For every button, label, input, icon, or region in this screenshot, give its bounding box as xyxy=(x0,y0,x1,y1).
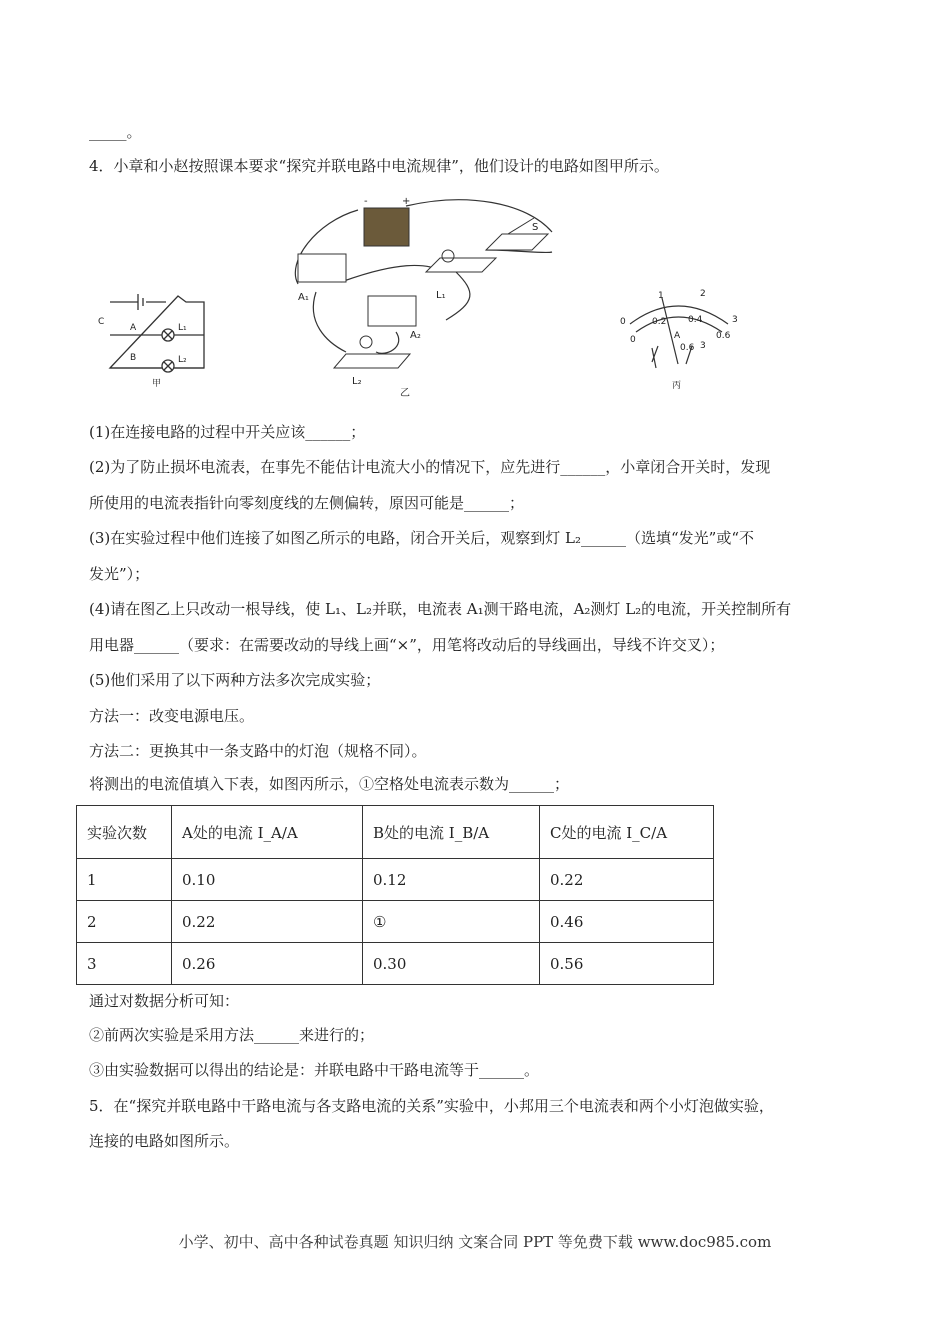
table-header-row xyxy=(77,806,714,859)
fill-instruction: 将测出的电流值填入下表，如图丙所示，①空格处电流表示数为______； xyxy=(89,775,570,793)
figure-bing-ammeter xyxy=(612,284,744,394)
yi-label-l1: L₁ xyxy=(436,290,446,301)
part-3-line-2: 发光”）； xyxy=(89,565,150,583)
analysis-3: ③由实验数据可以得出的结论是：并联电路中干路电流等于______。 xyxy=(89,1061,540,1079)
bing-caption: 丙 xyxy=(672,381,682,391)
table-cell: 0.56 xyxy=(540,943,714,985)
table-header: 实验次数 xyxy=(77,806,172,859)
jia-label-l2: L₂ xyxy=(178,355,187,365)
table-header: C处的电流 I_C/A xyxy=(540,806,714,859)
yi-label-l2: L₂ xyxy=(352,376,362,387)
jia-label-c: C xyxy=(98,317,105,327)
table-row xyxy=(77,859,714,901)
question-5-line-1: 5．在“探究并联电路中干路电流与各支路电流的关系”实验中，小邦用三个电流表和两个小灯泡做实验， xyxy=(89,1097,774,1115)
yi-label-plus: + xyxy=(402,196,411,207)
jia-label-l1: L₁ xyxy=(178,323,187,333)
yi-label-minus: - xyxy=(364,196,368,207)
part-1: (1)在连接电路的过程中开关应该______； xyxy=(89,423,366,441)
bing-unit: A xyxy=(674,331,681,341)
bing-bottom-04: 0.4 xyxy=(688,315,703,325)
table-cell: 3 xyxy=(77,943,172,985)
bing-top-0: 0 xyxy=(620,317,626,327)
question-4-title: 4．小章和小赵按照课本要求“探究并联电路中电流规律”，他们设计的电路如图甲所示。 xyxy=(89,157,669,175)
table-header: B处的电流 I_B/A xyxy=(363,806,540,859)
bing-top-1: 1 xyxy=(658,291,664,301)
table-cell: 0.46 xyxy=(540,901,714,943)
part-5: (5)他们采用了以下两种方法多次完成实验； xyxy=(89,671,381,689)
part-4-line-2: 用电器______（要求：在需要改动的导线上画“×”，用笔将改动后的导线画出，导线不许交叉）； xyxy=(89,636,725,654)
bing-terminal-3: 3 xyxy=(700,341,706,351)
bing-bottom-0: 0 xyxy=(630,335,636,345)
table-header: A处的电流 I_A/A xyxy=(172,806,363,859)
bing-bottom-06: 0.6 xyxy=(716,331,731,341)
table-row xyxy=(77,943,714,985)
part-3-line-1: (3)在实验过程中他们连接了如图乙所示的电路，闭合开关后，观察到灯 L₂______（选填“发光”或“不 xyxy=(89,529,754,547)
jia-label-a: A xyxy=(130,323,137,333)
part-4-line-1: (4)请在图乙上只改动一根导线，使 L₁、L₂并联，电流表 A₁测干路电流，A₂测灯 L₂的电流，开关控制所有 xyxy=(89,600,792,618)
part-2-line-1: (2)为了防止损坏电流表，在事先不能估计电流大小的情况下，应先进行______，小章闭合开关时，发现 xyxy=(89,458,771,476)
data-table xyxy=(76,805,714,985)
bing-bottom-02: 0.2 xyxy=(652,317,667,327)
bing-terminal-06: 0.6 xyxy=(680,343,695,353)
table-cell: 0.26 xyxy=(172,943,363,985)
figure-jia-circuit xyxy=(96,290,216,390)
table-cell: 0.30 xyxy=(363,943,540,985)
analysis-intro: 通过对数据分析可知： xyxy=(89,992,240,1010)
table-cell: 0.12 xyxy=(363,859,540,901)
yi-label-a1: A₁ xyxy=(298,292,309,303)
question-5-line-2: 连接的电路如图所示。 xyxy=(89,1132,240,1150)
bing-top-3: 3 xyxy=(732,315,738,325)
prev-answer-blank: _____。 xyxy=(89,123,142,141)
analysis-2: ②前两次实验是采用方法______来进行的； xyxy=(89,1026,375,1044)
jia-label-b: B xyxy=(130,353,137,363)
table-cell: 0.10 xyxy=(172,859,363,901)
jia-caption: 甲 xyxy=(152,379,162,389)
table-row xyxy=(77,901,714,943)
part-2-line-2: 所使用的电流表指针向零刻度线的左侧偏转，原因可能是______； xyxy=(89,494,525,512)
table-cell: ① xyxy=(363,901,540,943)
yi-label-s: S xyxy=(532,222,539,233)
table-cell: 0.22 xyxy=(540,859,714,901)
bing-top-2: 2 xyxy=(700,289,706,299)
yi-label-a2: A₂ xyxy=(410,330,421,341)
method-2: 方法二：更换其中一条支路中的灯泡（规格不同）。 xyxy=(89,742,427,760)
table-cell: 2 xyxy=(77,901,172,943)
page-footer: 小学、初中、高中各种试卷真题 知识归纳 文案合同 PPT 等免费下载 www.doc985.com xyxy=(178,1233,772,1251)
table-cell: 0.22 xyxy=(172,901,363,943)
method-1: 方法一：改变电源电压。 xyxy=(89,707,255,725)
yi-caption: 乙 xyxy=(400,388,410,399)
figure-yi-circuit xyxy=(286,192,576,402)
table-cell: 1 xyxy=(77,859,172,901)
